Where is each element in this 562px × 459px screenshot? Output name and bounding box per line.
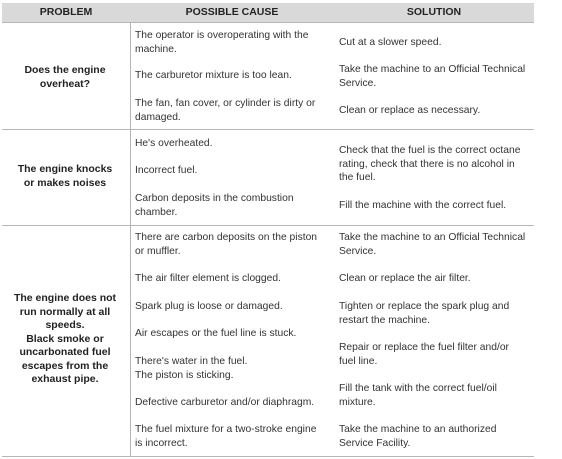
table-bottom-border (2, 456, 534, 457)
solution-cell: Take the machine to an Official Technical Service. (339, 232, 526, 257)
solution-cell: Clean or replace the air filter. (339, 273, 471, 284)
problem-cell: Does the engine overheat? (24, 64, 106, 90)
table-header-row (2, 3, 534, 22)
cause-cell: There's water in the fuel. The piston is sticking. (135, 356, 248, 381)
cause-cell: Carbon deposits in the combustion chamber. (135, 193, 294, 218)
header-divider (2, 22, 534, 23)
cause-cell: Air escapes or the fuel line is stuck. (135, 328, 297, 339)
column-divider (130, 22, 131, 456)
cause-cell: The carburetor mixture is too lean. (135, 70, 292, 81)
solution-cell: Take the machine to an authorized Service Facility. (339, 424, 497, 449)
cause-cell: He's overheated. (135, 138, 213, 149)
cause-cell: There are carbon deposits on the piston or muffler. (135, 232, 318, 257)
solution-cell: Repair or replace the fuel filter and/or fuel line. (339, 342, 509, 367)
cause-cell: The fan, fan cover, or cylinder is dirty or damaged. (135, 98, 316, 123)
cause-cell: The fuel mixture for a two-stroke engine is incorrect. (135, 424, 317, 449)
cause-cell: Spark plug is loose or damaged. (135, 301, 283, 312)
header-problem: PROBLEM (39, 6, 93, 18)
solution-cell: Clean or replace as necessary. (339, 105, 481, 116)
header-solution: SOLUTION (406, 6, 462, 18)
solution-cell: Fill the machine with the correct fuel. (339, 200, 507, 211)
cause-cell: Incorrect fuel. (135, 165, 198, 176)
cause-cell: Defective carburetor and/or diaphragm. (135, 397, 315, 408)
cause-cell: The air filter element is clogged. (135, 273, 281, 284)
solution-cell: Cut at a slower speed. (339, 37, 442, 48)
section-divider (2, 225, 534, 226)
solution-cell: Fill the tank with the correct fuel/oil mixture. (339, 383, 497, 408)
problem-cell: The engine knocks or makes noises (17, 163, 113, 189)
cause-cell: The operator is overoperating with the machine. (135, 30, 309, 55)
solution-cell: Take the machine to an Official Technical Service. (339, 64, 526, 89)
solution-cell: Check that the fuel is the correct octane rating, check that there is no alcohol in the fuel. (339, 145, 521, 183)
problem-cell: The engine does not run normally at all speeds. Black smoke or uncarbonated fuel escapes from the exhaust pipe. (13, 292, 117, 385)
section-divider (2, 129, 534, 130)
solution-cell: Tighten or replace the spark plug and restart the machine. (339, 301, 510, 326)
header-possible-cause: POSSIBLE CAUSE (185, 6, 279, 18)
